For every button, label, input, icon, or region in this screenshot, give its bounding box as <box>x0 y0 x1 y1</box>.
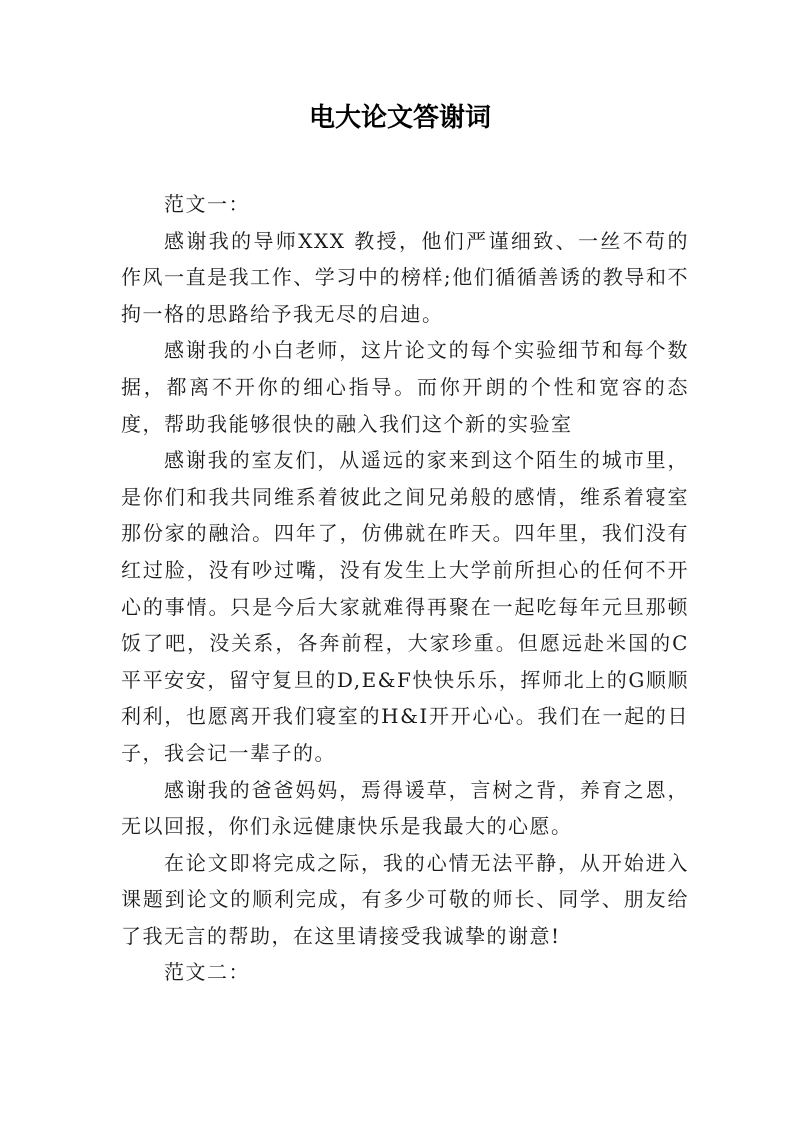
document-title: 电大论文答谢词 <box>308 103 491 133</box>
section-heading-1: 范文一： <box>164 192 250 216</box>
paragraph-thanks-roommates: 感谢我的室友们，从遥远的家来到这个陌生的城市里，是你们和我共同维系着彼此之间兄弟般的感情，维系着寝室那份家的融洽。四年了，仿佛就在昨天。四年里，我们没有红过脸，没有吵过嘴，没有发生上大学前所担心的任何不开心的事情。只是今后大家就难得再聚在一起吃每年元旦那顿饭了吧，没关系，各奔前程，大家珍重。但愿远赴米国的C平平安安，留守复旦的D,E&F快快乐乐，挥师北上的G顺顺利利，也愿离开我们寝室的H&I开开心心。我们在一起的日子，我会记一辈子的。 <box>121 448 689 765</box>
paragraph-thanks-teacher: 感谢我的小白老师，这片论文的每个实验细节和每个数据，都离不开你的细心指导。而你开朗的个性和宽容的态度，帮助我能够很快的融入我们这个新的实验室 <box>121 338 689 436</box>
paragraph-thanks-advisor: 感谢我的导师XXX 教授，他们严谨细致、一丝不苟的作风一直是我工作、学习中的榜样;他们循循善诱的教导和不拘一格的思路给予我无尽的启迪。 <box>121 228 689 326</box>
section-heading-2: 范文二： <box>164 960 250 985</box>
paragraph-closing: 在论文即将完成之际，我的心情无法平静，从开始进入课题到论文的顺利完成，有多少可敬的师长、同学、朋友给了我无言的帮助，在这里请接受我诚挚的谢意! <box>121 850 689 948</box>
document-body <box>121 186 689 991</box>
paragraph-thanks-parents: 感谢我的爸爸妈妈，焉得谖草，言树之背，养育之恩，无以回报，你们永远健康快乐是我最大的心愿。 <box>121 777 689 839</box>
